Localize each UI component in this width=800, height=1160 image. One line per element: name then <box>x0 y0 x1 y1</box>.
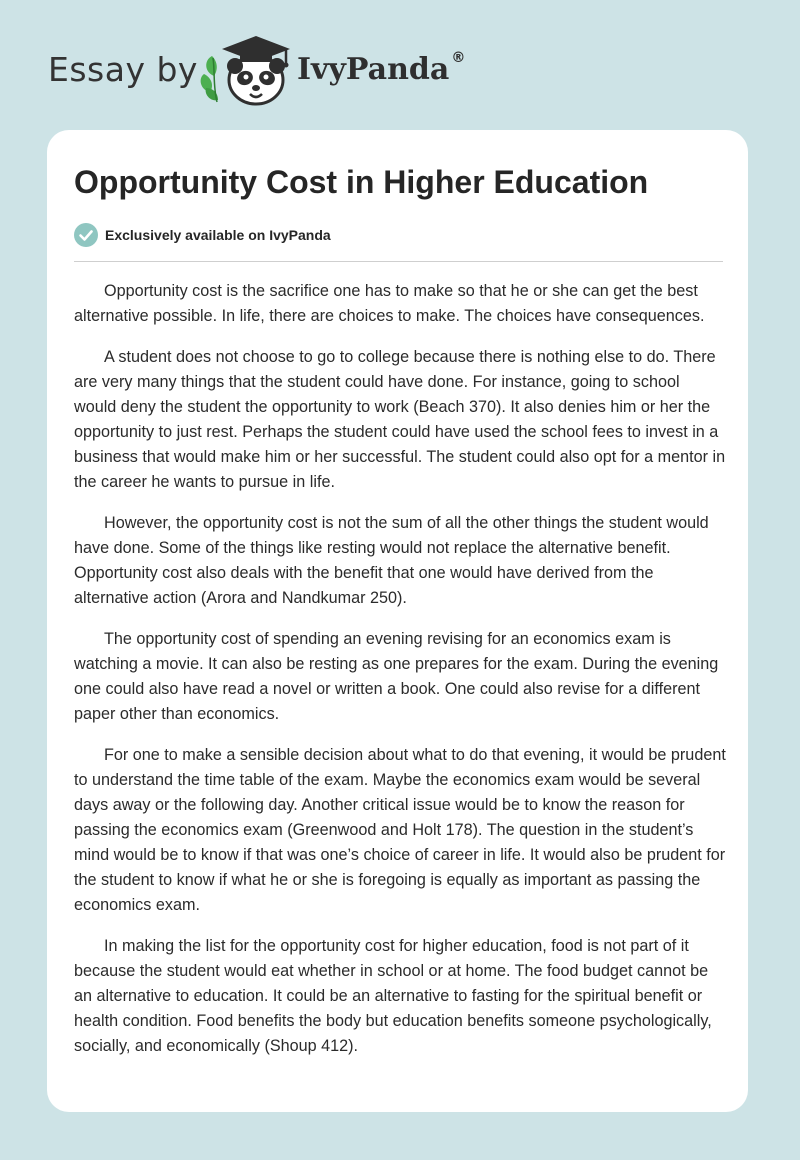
essay-body <box>74 279 726 1075</box>
essay-card <box>47 130 748 1112</box>
brand-logo-text[interactable] <box>297 52 465 87</box>
paragraph: A student does not choose to go to college because there is nothing else to do. There are very many things that the student could have done. For instance, going to school would deny the student the opportunity to work (Beach 370). It also denies him or her the opportunity to just rest. Perhaps the student could have used the school fees to invest in a business that would make him or her successful. The student could also opt for a mentor in the career he wants to pursue in life. <box>74 348 726 491</box>
check-circle-icon <box>74 223 98 247</box>
site-header <box>0 0 800 130</box>
brand-name: IvyPanda <box>297 52 450 87</box>
paragraph: The opportunity cost of spending an evening revising for an economics exam is watching a movie. It can also be resting as one prepares for the exam. During the evening one could also have read a novel or written a book. One could also revise for a different paper other than economics. <box>74 630 719 723</box>
paragraph: For one to make a sensible decision about what to do that evening, it would be prudent to understand the time table of the exam. Maybe the economics exam would be several days away or the following day. Another critical issue would be to know the reason for passing the economics exam (Greenwood and Holt 178). The question in the student’s mind would be to know if that was one’s choice of career in life. It would also be prudent for the student to know if what he or she is foregoing is equally as important as passing the economics exam. <box>74 746 726 914</box>
essay-by-label: Essay by <box>48 50 198 89</box>
registered-mark: ® <box>451 50 466 66</box>
title-divider <box>74 261 723 262</box>
exclusive-badge <box>74 223 331 247</box>
paragraph: However, the opportunity cost is not the sum of all the other things the student would have done. Some of the things like resting would not replace the alternative benefit. Opportunity cost also deals with the benefit that one would have derived from the alternative action (Arora and Nandkumar 250). <box>74 514 709 607</box>
paragraph: In making the list for the opportunity cost for higher education, food is not part of it because the student would eat whether in school or at home. The food budget cannot be an alternative to education. It could be an alternative to fasting for the spiritual benefit or health condition. Food benefits the body but education benefits someone psychologically, socially, and economically (Shoup 412). <box>74 937 712 1055</box>
paragraph: Opportunity cost is the sacrifice one has to make so that he or she can get the best alternative possible. In life, there are choices to make. The choices have consequences. <box>74 282 705 325</box>
leaf-icon <box>201 56 218 102</box>
essay-title: Opportunity Cost in Higher Education <box>74 164 649 200</box>
panda-graduate-icon[interactable] <box>198 30 298 110</box>
exclusive-badge-text: Exclusively available on IvyPanda <box>105 227 331 243</box>
